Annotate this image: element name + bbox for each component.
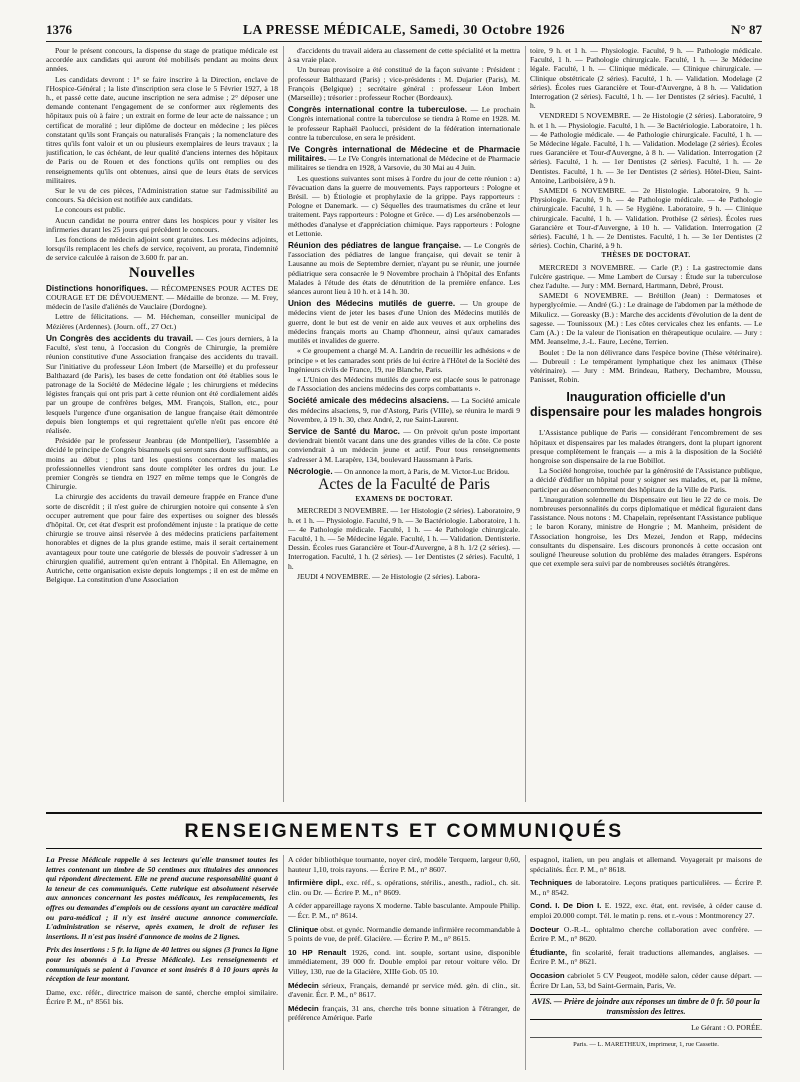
classified-ad: Techniques de laboratoire. Leçons pratiques particulières. — Écrire P. M., n° 8542. xyxy=(530,878,762,897)
nouvelles-heading: Nouvelles xyxy=(128,264,196,281)
classified-ad: espagnol, italien, un peu anglais et allemand. Voyagerait pr maisons de spécialités. Écr. P. M., n° 8618. xyxy=(530,855,762,874)
column-divider xyxy=(283,855,284,1070)
subheading: EXAMENS DE DOCTORAT. xyxy=(355,495,453,504)
printer-line: Paris. — L. MARETHEUX, imprimeur, 1, rue Cassette. xyxy=(530,1037,762,1050)
paragraph: La Société hongroise, touchée par la générosité de l'Assistance publique, a décidé d'édifier un hôpital pour y soigner ses malades, et, par là même, participer au désencombrement des hôpitaux de la Ville de Paris. xyxy=(530,466,762,494)
paragraph: — Ces jours derniers, à la Faculté, s'est tenu, à l'occasion du Congrès de Chirurgie, la première réunion constitutive d'une Association française des accidents du travail. Sur l'initiative du professeur Léon Imbert (de Marseille) et du professeur Balthazard (de Paris), les bases de cette fondation ont été établies sous le patronage de la Société de Médecine légale ; les chirurgiens et médecins légistes français qui ont pris part à cette réunion ont été cordialement aidés par un groupe de confrères belges, MM. François, Stallon, etc., pour lesquels l'urgence d'une organisation de langue française était démontrée depuis bien longtemps et qui regrettaient qu'elle n'eût pas encore été réalisée. xyxy=(46,333,278,435)
section-heading: Distinctions honorifiques. xyxy=(46,283,148,293)
paragraph: SAMEDI 6 NOVEMBRE. — Brétillon (Jean) : Dermatoses et hyperglycémie. — André (G.) : Le drainage de l'abdomen par la méthode de Mikulicz. — Goreasky (B.) : Marche des accidents d'évolution de la dent de sagesse. — Tounissoux (M.) : Les côtes cervicales chez les enfants. — Le Cam (A.) : De la valeur de l'ionisation en thérapeutique oculaire. — Jury : MM. Jeanselme, J.-L. Faure, Lecène, Terrien. xyxy=(530,291,762,347)
paragraph: L'Assistance publique de Paris — considérant l'encombrement de ses hôpitaux et dispensaires par les malades étrangers, dont la plupart ignorent presque complètement le français — a mis à la disposition de la Société hongroise son dispensaire de la rue Bobillot. xyxy=(530,428,762,465)
avis-notice: AVIS. — Prière de joindre aux réponses un timbre de 0 fr. 50 pour la transmission des lettres. xyxy=(530,994,762,1020)
paragraph: — On annonce la mort, à Paris, de M. Victor-Luc Bridou. xyxy=(334,466,510,476)
classified-ad: Étudiante, fin scolarité, ferait traductions allemandes, anglaises. — Écrire P. M., n° 8621. xyxy=(530,947,762,967)
section-heading: Nécrologie. xyxy=(288,466,333,476)
classified-ad: A céder bibliothèque tournante, noyer ciré, modèle Terquem, largeur 0,60, hauteur 1,10, trois rayons. — Écrire P. M., n° 8607. xyxy=(288,855,520,874)
issue-number: N° 87 xyxy=(731,22,762,37)
section-rule xyxy=(46,812,762,814)
classified-ad: Dame, exc. référ., directrice maison de santé, cherche emploi similaire. Écrire P. M., n° 8561 bis. xyxy=(46,987,278,1007)
section-heading: Union des Médecins mutilés de guerre. xyxy=(288,299,456,309)
notice-paragraph: La Presse Médicale rappelle à ses lecteurs qu'elle transmet toutes les lettres contenant un timbre de 50 centimes aux titulaires des annonces qui répondent directement. Elle ne prend aucune responsabilité quant à la teneur de ces communiqués. Cette rubrique est absolument réservée aux annonces concernant les postes médicaux, les remplacements, les offres ou demandes d'emplois ou de cessions ayant un caractère médical ou para-médical ; il n'y est inséré aucune annonce commerciale. L'administration se réserve, après examen, le droit de refuser les insertions. Il n'est pas inséré d'annonce de moins de 2 lignes. xyxy=(46,855,278,941)
paragraph: — La Société amicale des médecins alsaciens, 9, rue d'Astorg, Paris (VIIIe), se réunira le mardi 9 Novembre, à 19 h. 30, chez André, 2, rue Saint-Laurent. xyxy=(288,396,520,424)
subheading: THÈSES DE DOCTORAT. xyxy=(601,251,691,260)
paragraph: — Le IVe Congrès international de Médecine et de Pharmacie militaires se tiendra en 1928, à Varsovie, du 30 Mai au 4 Juin. xyxy=(288,154,520,173)
classified-ad: A céder appareillage rayons X moderne. Table basculante. Ampoule Philip. — Écr. P. M., n° 8614. xyxy=(288,901,520,920)
column-1 xyxy=(46,46,278,802)
paragraph: Sur le vu de ces pièces, l'Administration statue sur l'admissibilité au concours. Sa décision est notifiée aux candidats. xyxy=(46,186,278,205)
classified-ad: Docteur O.-R.-L. ophtalmo cherche collaboration avec confrère. — Écrire P. M., n° 8620. xyxy=(530,924,762,944)
column-2 xyxy=(288,46,520,802)
section-rule xyxy=(46,848,762,849)
section-heading: Service de Santé du Maroc. xyxy=(288,426,400,436)
page-header xyxy=(46,22,762,40)
paragraph: « L'Union des Médecins mutilés de guerre est placée sous le patronage de l'Association des anciens médecins des corps combattants ». xyxy=(288,374,520,394)
paragraph: Lettre de félicitations. — M. Hécheman, conseiller municipal de Mézières (Ardennes). (Journ. off., 27 Oct.) xyxy=(46,312,278,331)
section-heading: Un Congrès des accidents du travail. xyxy=(46,333,194,343)
classified-ad: Cond. I. De Dion I. E. 1922, exc. état, ent. revisée, à céder cause d. emploi 20.000 compt. Tél. le matin p. rens. et r.-vous : Montmorency 27. xyxy=(530,901,762,920)
inauguration-heading: Inauguration officielle d'un dispensaire pour les malades hongrois xyxy=(530,390,762,420)
section-heading: Congrès international contre la tuberculose. xyxy=(288,105,467,115)
gerant-line: Le Gérant : O. PORÉE. xyxy=(691,1023,762,1033)
paragraph: — Le prochain Congrès international contre la tuberculose se tiendra à Rome en 1928. M. le professeur Raphaël Paolucci, président de la fédération internationale contre la tuberculose, en sera le président. xyxy=(288,105,520,142)
header-rule xyxy=(46,41,762,42)
paragraph: Présidée par le professeur Jeanbrau (de Montpellier), l'assemblée a décidé le principe de Congrès bisannuels qui seront sans doute suffisants, au moins au début ; plus tard les questions concernant les maladies professionnelles viendront sans doute compléter les ordres du jour. Le premier Congrès se tiendra en 1927 en même temps que le Congrès de Chirurgie. xyxy=(46,436,278,492)
paragraph: — Un groupe de médecins vient de jeter les bases d'une Union des Médecins mutilés de guerre, dont le but est de venir en aide aux veuves et aux orphelins des médecins français morts au Champ d'honneur, ainsi qu'aux camarades mutilés et invalides de guerre. xyxy=(288,299,520,346)
classified-ad: Infirmière dipl., exc. réf., s. opérations, stérilis., anesth., radiol., ch. sit. clin. ou Dr. — Écrire P. M., n° 8609. xyxy=(288,878,520,897)
paragraph: VENDREDI 5 NOVEMBRE. — 2e Histologie (2 séries). Laboratoire, 9 h. et 1 h. — Physiologie. Faculté, 1 h. — 3e Bactériologie. Laboratoire, 1 h. — 4e Pathologie médicale. — 4e Pathologie chirurgicale. Faculté, 1 h. — 5e Médecine légale. Faculté, 1 h. — Validation. Modelage (2 séries). Écoles rues Garancière et Tour-d'Auvergne, à 8 h. — Validation. Interrogation (2 séries). Faculté, 1 h. — 1er Dentistes (2 séries). Faculté, 1 h. — 2e Dentistes. Faculté, 1 h. — 3e 1er Dentistes (2 séries). Hôtel-Dieu, Saint-Antoine, Lariboisière, à 9 h. xyxy=(530,111,762,185)
announcements-column-2 xyxy=(288,855,520,1075)
paragraph: MERCREDI 3 NOVEMBRE. — Carle (P.) : La gastrectomie dans l'ulcère gastrique. — Mme Lambert de Cursay : Étude sur la tuberculose chez l'adulte. — Jury : MM. Bernard, Hartmann, Debré, Proust. xyxy=(530,262,762,291)
classified-ad: Médecin sérieux, Français, demandé pr service méd. gén. di clin., sit. d'avenir. Écr. P. M., n° 8617. xyxy=(288,980,520,1000)
column-3 xyxy=(530,46,762,802)
paragraph: JEUDI 4 NOVEMBRE. — 2e Histologie (2 séries). Labora- xyxy=(297,571,481,581)
paragraph: toire, 9 h. et 1 h. — Physiologie. Faculté, 9 h. — Pathologie médicale. Faculté, 1 h. — Pathologie chirurgicale. Faculté, 1 h. — 3e Médecine légale. Faculté, 1 h. — Clinique médicale. — Clinique chirurgicale. — Clinique obstétricale (2 séries). Faculté, 1 h. — Validation. Modelage (2 séries). Écoles rues Garancière et Tour-d'Auvergne, à 8 h. — Validation Interrogation (2 séries). Faculté, 1 h. — 1er Dentistes (2 séries). Faculté, 1 h. xyxy=(530,46,762,111)
paragraph: Boulet : De la non délivrance dans l'espèce bovine (Thèse vétérinaire). — Dubreuil : Le tempérament lymphatique chez les animaux (Thèse vétérinaire). — Jury : MM. Brindeau, Rathery, Dechambre, Moussu, Panisset, Robin. xyxy=(530,347,762,385)
paragraph: SAMEDI 6 NOVEMBRE. — 2e Histologie. Laboratoire, 9 h. — Physiologie. Faculté, 9 h. — 4e Pathologie médicale. — 4e Pathologie chirurgicale. Faculté, 1 h. — 5e Hygiène. Laboratoire, 9 h. — Clinique chirurgicale. Faculté, 1 h. — Validation. Prothèse (2 séries). Écoles rues Garancière et Tour-d'Auvergne, à 10 h. — Validation. Interrogation (2 séries). Faculté, 1 h. — 2e Dentistes. Faculté, 1 h. — 3e 1er Dentistes (2 séries). Cochin, Charité, à 9 h. xyxy=(530,186,762,251)
paragraph: Les questions suivantes sont mises à l'ordre du jour de cette réunion : a) l'évacuation dans la guerre de mouvements. Pays rapporteurs : Pologne et Brésil. — b) Étiologie et prophylaxie de la grippe. Pays rapporteurs : Pologne et Danemark. — c) Séquelles des traumatismes du crâne et leur traitement. Pays rapporteurs : Pologne et Grèce. — d) Les arsénobenzols — méthodes d'analyse et d'appréciation chimique. Pays rapporteurs : Pologne et Lettonie. xyxy=(288,173,520,238)
paragraph: MERCREDI 3 NOVEMBRE. — 1er Histologie (2 séries). Laboratoire, 9 h. et 1 h. — Physiologie. Faculté, 9 h. — 3e Bactériologie. Laboratoire, 1 h. — 4e Pathologie médicale. Faculté, 1 h. — 4e Pathologie chirurgicale. Faculté, 1 h. — 5e Médecine légale. Faculté, 1 h. — Validation. Dentisterie. Dessin. Écoles rues Garancière et Tour-d'Auvergne, à 8 h. 1/2 (2 séries). — Interrogation. Faculté, 1 h. (2 séries). — 1er Dentistes (2 séries). Faculté, 1 h. xyxy=(288,506,520,571)
paragraph: « Ce groupement a chargé M. A. Landrin de recueillir les adhésions « de principe » et les camarades sont priés de lui écrire à l'Hôtel de la Société des Ingénieurs civils de France, 19, rue Blanche, Paris. xyxy=(288,346,520,374)
column-divider xyxy=(283,46,284,802)
actes-heading: Actes de la Faculté de Paris xyxy=(318,475,490,493)
announcements-column-3 xyxy=(530,855,762,1077)
paragraph: Le concours est public. xyxy=(55,205,126,215)
renseignements-heading: RENSEIGNEMENTS ET COMMUNIQUÉS xyxy=(184,820,624,842)
newspaper-title: LA PRESSE MÉDICALE, Samedi, 30 Octobre 1926 xyxy=(242,22,566,37)
classified-ad: Occasion cabriolet 5 CV Peugeot, modèle salon, céder cause départ. — Écrire Dr Lan, 53, bd Saint-Germain, Paris, Ve. xyxy=(530,970,762,990)
page-number: 1376 xyxy=(46,22,72,37)
paragraph: — On prévoit qu'un poste important deviendrait bientôt vacant dans une des grandes villes de la côte. Ce poste conviendrait à un médecin jeune et actif. Pour tous renseignements s'adresser à M. Larapère, 134, boulevard Haussmann à Paris. xyxy=(288,426,520,464)
column-divider xyxy=(525,46,526,802)
pricing-paragraph: Prix des insertions : 5 fr. la ligne de 40 lettres ou signes (3 francs la ligne pour les abonnés à La Presse Médicale). Les renseignements et communiqués se paient à l'avance et sont insérés 8 à 10 jours après la réception de leur montant. xyxy=(46,945,278,984)
paragraph: — Le Congrès de l'association des pédiatres de langue française, qui devait se tenir à Lausanne au mois de Septembre dernier, n'ayant pu se réunir, une journée pédiatrique sera consacrée le 9 Novembre prochain à l'hôpital des Enfants Malades à l'étude des états de dénutrition de la première enfance. Les séances auront lieu à 10 h. et à 14 h. 30. xyxy=(288,241,520,297)
announcements-column-1 xyxy=(46,855,278,1075)
section-heading: IVe Congrès international de Médecine et de Pharmacie militaires. xyxy=(288,145,520,164)
paragraph: — RÉCOMPENSES POUR ACTES DE COURAGE ET DE DÉVOUEMENT. — Médaille de bronze. — M. Frey, médecin de l'asile d'aliénés de Vauclaire (Dordogne). xyxy=(46,283,278,312)
paragraph: Les fonctions de médecin adjoint sont gratuites. Les médecins adjoints, lorsqu'ils remplacent les chefs de service, reçoivent, au prorata, l'indemnité de service calculée à raison de 3.600 fr. par an. xyxy=(46,235,278,263)
column-divider xyxy=(525,855,526,1070)
paragraph: Les candidats devront : 1° se faire inscrire à la Direction, enclave de l'Hospice-Général ; la liste d'inscription sera close le 5 Février 1927, à 18 h., et passé cette date, aucune inscription ne sera admise ; 2° déposer une demande contenant l'engagement de se conformer aux règlements des hôpitaux puis où à faire ; un extrait en forme de leur acte de naissance ; un certificat de moralité ; leur diplôme de docteur en médecine ; les pièces constatant qu'ils sont Français ou naturalisés Français ; la nomenclature des titres qu'ils font valoir et un ou plusieurs exemplaires de leurs travaux ; la justification, le cas échéant, de leur qualité d'anciens internes des hôpitaux de Paris ou de Rouen et des fonctions qu'ils ont remplies ou des renseignements qu'ils ont obtenues, ainsi que de leurs états de services militaires. xyxy=(46,74,278,185)
section-heading: Réunion des pédiatres de langue française. xyxy=(288,241,461,251)
paragraph: La chirurgie des accidents du travail demeure frappée en France d'une sorte de discrédit ; il n'est guère de chirurgien notoire qui consente à s'en occuper autrement que pour faire des expertises ou soigner des blessés d'hôpital. Or, cet état d'esprit est profondément injuste : la pratique de cette chirurgie se trouve ainsi réservée à des médecins praticiens parfaitement honorables et dignes de la plus grande estime, mais il serait certainement avantageux pour toute une catégorie de blessés de pouvoir s'adresser à un chirurgien qualifié, autrement qu'en entrant à l'hôpital. En Allemagne, en Autriche, cette organisation existe depuis longtemps ; il en est de même en Belgique. La constitution d'une Association xyxy=(46,492,278,585)
paragraph: d'accidents du travail aidera au classement de cette spécialité et la mettra à sa vraie place. xyxy=(288,46,520,65)
section-heading: Société amicale des médecins alsaciens. xyxy=(288,396,450,406)
paragraph: Pour le présent concours, la dispense du stage de pratique médicale est accordée aux candidats qui auront été mobilisés pendant au moins deux années. xyxy=(46,46,278,74)
classified-ad: Clinique obst. et gynéc. Normandie demande infirmière recommandable à 5 points de vue, de préf. Glacière. — Écrire P. M., n° 8615. xyxy=(288,924,520,944)
paragraph: L'inauguration solennelle du Dispensaire eut lieu le 22 de ce mois. De nombreuses personnalités du corps diplomatique et médical figuraient dans l'assistance. Nous notons : M. Chapelain, représentant l'Assistance publique ; le baron Korany, ministre de Hongrie ; M. Manheim, président de l'Association hongroise, les Drs Mezei, Jendon et Rapp, médecins consultants du dispensaire. Les discours prononcés à cette occasion ont souligné l'heureuse solution du problème des malades étrangers. Espérons que cet exemple sera suivi par de nombreuses sociétés étrangères. xyxy=(530,494,762,569)
classified-ad: Médecin français, 31 ans, cherche très bonne situation à l'étranger, de préférence Amérique. Parle xyxy=(288,1003,520,1023)
paragraph: Un bureau provisoire a été constitué de la façon suivante : Président : professeur Balthazard (Paris) ; vice-présidents : M. Dujarier (Paris), M. François (Belgique) ; secrétaire général : professeur Léon Imbert (Marseille) ; trésorier : professeur Rocher (Bordeaux). xyxy=(288,65,520,103)
classified-ad: 10 HP Renault 1926, cond. int. souple, sortant usine, disponible immédiatement, 39 000 fr. Double emploi par retour voiture vélo. Dr Villey, 130, rue de la Glacière, XIIIe Gob. 05 10. xyxy=(288,947,520,976)
paragraph: Aucun candidat ne pourra entrer dans les hospices pour y visiter les infirmeries durant les 25 jours qui précèdent le concours. xyxy=(46,215,278,234)
